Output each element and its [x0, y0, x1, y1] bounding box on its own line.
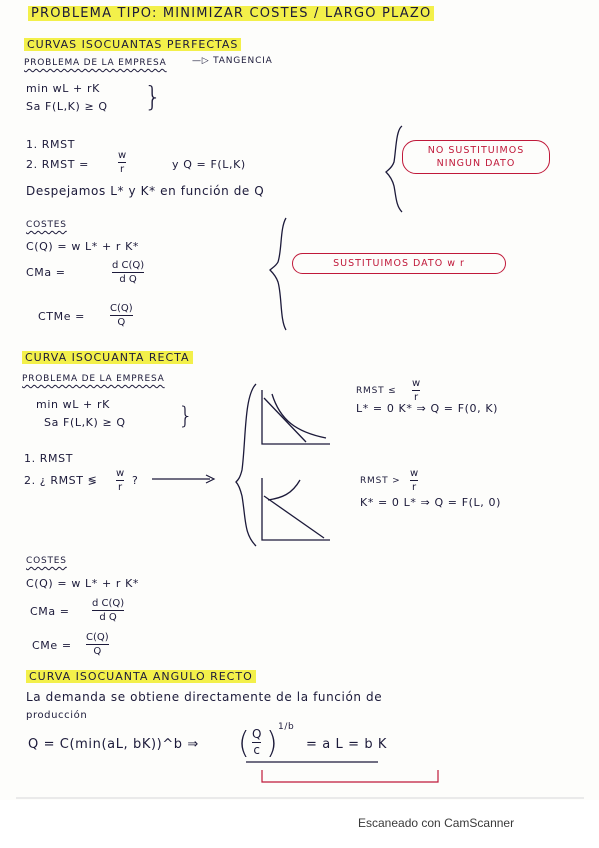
section-heading-perfectas: CURVAS ISOCUANTAS PERFECTAS — [24, 38, 241, 51]
average-cost-frac-2: C(Q) Q — [86, 632, 109, 657]
marginal-cost-lead: CMa = — [26, 266, 66, 279]
cost-function: C(Q) = w L* + r K* — [26, 240, 139, 253]
formula-exponent: 1/b — [278, 722, 295, 732]
average-cost-lead-2: CMe = — [32, 639, 72, 652]
page-title: PROBLEMA TIPO: MINIMIZAR COSTES / LARGO PLAZO — [28, 6, 434, 21]
section-heading-recta: CURVA ISOCUANTA RECTA — [22, 351, 193, 364]
brace-left-note — [386, 126, 402, 212]
ratio-w-r-b: w r — [116, 468, 125, 493]
problem-label: PROBLEMA DE LA EMPRESA — [24, 58, 167, 68]
graph-a-isoquant — [272, 394, 326, 438]
step-2-lead: 2. RMST = — [26, 158, 89, 171]
solve-line: Despejamos L* y K* en función de Q — [26, 184, 265, 198]
formula-frac: Q c — [252, 727, 262, 757]
graph-b-isocost — [264, 496, 324, 538]
objective-line-2: min wL + rK — [36, 398, 110, 411]
costs-label-2: COSTES — [26, 556, 67, 566]
cost-function-2: C(Q) = w L* + r K* — [26, 577, 139, 590]
case-a-condition: RMST ≤ — [356, 386, 397, 396]
ratio-w-r: w r — [118, 150, 127, 175]
graph-a-axes — [262, 390, 330, 444]
brace-right-2: } — [178, 402, 194, 430]
scanner-watermark: Escaneado con CamScanner — [358, 816, 515, 830]
underline-bracket — [262, 770, 438, 782]
note-no-substitution: NO SUSTITUIMOS NINGUN DATO — [402, 140, 550, 174]
average-cost-frac: C(Q) Q — [110, 303, 133, 328]
question-mark: ? — [132, 474, 139, 487]
graph-b-axes — [262, 478, 330, 540]
case-b-ratio: w r — [410, 468, 419, 493]
brace-right: } — [144, 80, 163, 113]
marginal-cost-frac: d C(Q) d Q — [112, 260, 145, 285]
average-cost-lead: CTMe = — [38, 310, 85, 323]
brace-cases — [236, 384, 256, 546]
case-b-result: K* = 0 L* ⇒ Q = F(L, 0) — [360, 496, 501, 509]
paren-left: ( — [238, 726, 251, 761]
case-a-result: L* = 0 K* ⇒ Q = F(0, K) — [356, 402, 499, 415]
problem-label-2: PROBLEMA DE LA EMPRESA — [22, 374, 165, 384]
paren-right: ) — [266, 726, 279, 761]
note-substitute: SUSTITUIMOS DATO w r — [292, 253, 506, 274]
graph-b-isoquant — [268, 480, 300, 500]
case-b-condition: RMST > — [360, 476, 401, 486]
section-heading-angulo: CURVA ISOCUANTA ANGULO RECTO — [26, 670, 256, 683]
marginal-cost-lead-2: CMa = — [30, 605, 70, 618]
objective-line: min wL + rK — [26, 82, 100, 95]
step-2-tail: y Q = F(L,K) — [172, 158, 246, 171]
step-1-b: 1. RMST — [24, 452, 74, 465]
formula-lead: Q = C(min(aL, bK))^b ⇒ — [28, 737, 199, 752]
constraint-line-2: Sa F(L,K) ≥ Q — [44, 416, 126, 429]
brace-left-costs — [270, 218, 286, 330]
graph-a-isocost — [264, 398, 306, 442]
case-a-ratio: w r — [412, 378, 421, 403]
costs-label: COSTES — [26, 220, 67, 230]
tangency-note: —▷ TANGENCIA — [192, 56, 273, 66]
step-1: 1. RMST — [26, 138, 76, 151]
demand-text-1: La demanda se obtiene directamente de la función de — [26, 690, 383, 704]
demand-text-2: producción — [26, 710, 88, 721]
marginal-cost-frac-2: d C(Q) d Q — [92, 598, 125, 623]
formula-tail: = a L = b K — [306, 737, 388, 752]
step-2-b: 2. ¿ RMST ≶ — [24, 474, 98, 487]
constraint-line: Sa F(L,K) ≥ Q — [26, 100, 108, 113]
